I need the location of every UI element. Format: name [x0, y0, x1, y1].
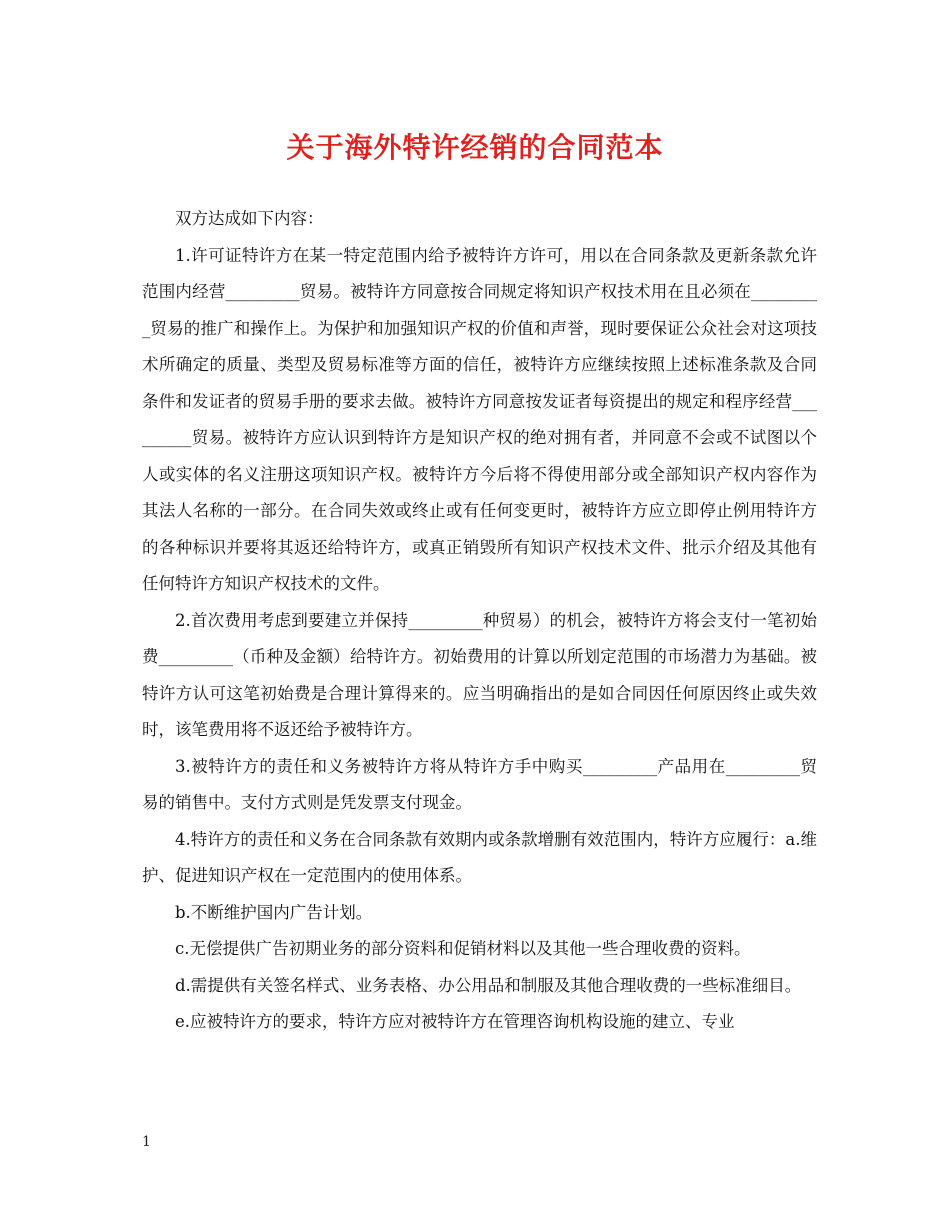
- intro-paragraph: 双方达成如下内容：: [175, 209, 324, 228]
- clause-4e-consulting: e.应被特许方的要求，特许方应对被特许方在管理咨询机构设施的建立、专业: [175, 1012, 735, 1031]
- clause-4c-materials: c.无偿提供广告初期业务的部分资料和促销材料以及其他一些合理收费的资料。: [175, 939, 751, 958]
- clause-1-license: 1.许可证特许方在某一特定范围内给予被特许方许可，用以在合同条款及更新条款允许范围内经营_________贸易。被特许方同意按合同规定将知识产权技术用在且必须在_________贸易的推广和操作上。为保护和加强知识产权的价值和声誉，现时要保证公众社会对这项技术所确定的质量、类型及贸易标准等方面的信任，被特许方应继续按照上述标准条款及合同条件和发证者的贸易手册的要求去做。被特许方同意按发证者每资提出的规定和程序经营_________贸易。被特许方应认识到特许方是知识产权的绝对拥有者，并同意不会或不试图以个人或实体的名义注册这项知识产权。被特许方今后将不得使用部分或全部知识产权内容作为其法人名称的一部分。在合同失效或终止或有任何变更时，被特许方应立即停止例用特许方的各种标识并要将其返还给特许方，或真正销毁所有知识产权技术文件、批示介绍及其他有任何特许方知识产权技术的文件。: [142, 245, 817, 593]
- document-title: 关于海外特许经销的合同范本: [286, 131, 664, 164]
- clause-4-franchisor-duties: 4.特许方的责任和义务在合同条款有效期内或条款增删有效范围内，特许方应履行：a.维护、促进知识产权在一定范围内的使用体系。: [142, 829, 817, 885]
- page-number: 1: [142, 1134, 151, 1150]
- clause-3-franchisee-duties: 3.被特许方的责任和义务被特许方将从特许方手中购买_________产品用在_________贸易的销售中。支付方式则是凭发票支付现金。: [142, 756, 817, 812]
- clause-4b-advertising: b.不断维护国内广告计划。: [175, 902, 373, 922]
- clause-4d-standards: d.需提供有关签名样式、业务表格、办公用品和制服及其他合理收费的一些标准细目。: [175, 975, 802, 995]
- document-body: [142, 201, 817, 1041]
- clause-2-initial-fee: 2.首次费用考虑到要建立并保持_________种贸易）的机会，被特许方将会支付一笔初始费_________（币种及金额）给特许方。初始费用的计算以所划定范围的市场潜力为基础。被特许方认可这笔初始费是合理计算得来的。应当明确指出的是如合同因任何原因终止或失效时，该笔费用将不返还给予被特许方。: [142, 610, 817, 739]
